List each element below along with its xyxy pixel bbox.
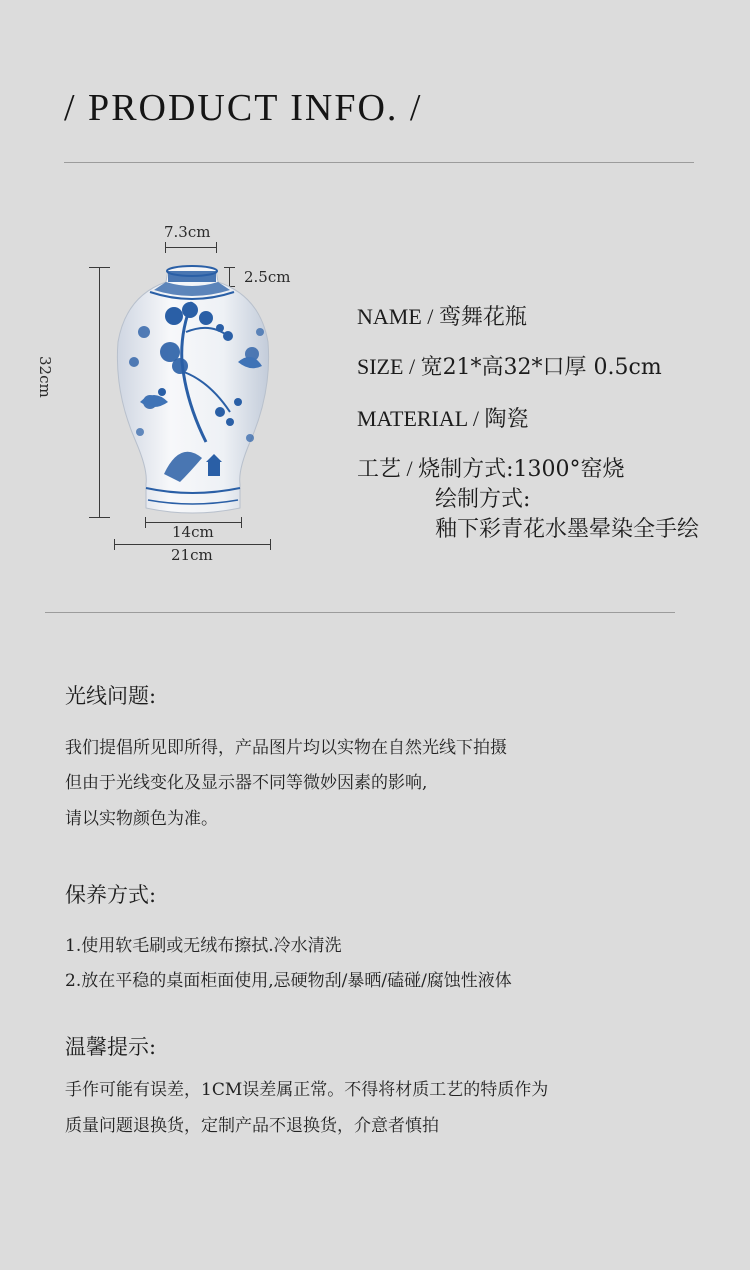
height-tick-top (89, 267, 110, 268)
height-tick-bottom (89, 517, 110, 518)
spec-material-label: MATERIAL / (357, 406, 485, 431)
spec-craft-label: 工艺 / (357, 456, 419, 481)
height-label: 32cm (36, 356, 54, 398)
spec-craft-line3: 釉下彩青花水墨晕染全手绘 (435, 517, 700, 542)
base-width-label: 14cm (172, 523, 214, 541)
notice-title: 温馨提示: (65, 1035, 157, 1059)
spec-material-value: 陶瓷 (484, 407, 529, 432)
mouth-height-label: 2.5cm (244, 268, 291, 286)
mouth-width-line (165, 247, 217, 248)
vase-image (110, 262, 274, 520)
divider-top (64, 162, 694, 163)
body-width-tick-right (270, 539, 271, 550)
body-width-line (114, 544, 271, 545)
mouth-width-tick-right (216, 242, 217, 253)
care-line-1: 1.使用软毛刷或无绒布擦拭.冷水清洗 (65, 936, 342, 956)
notice-line-2: 质量问题退换货，定制产品不退换货，介意者慎拍 (65, 1116, 439, 1136)
spec-name (357, 300, 527, 331)
lighting-line-2: 但由于光线变化及显示器不同等微妙因素的影响, (65, 773, 428, 793)
care-title: 保养方式: (65, 883, 157, 907)
spec-craft (357, 452, 625, 483)
spec-name-value: 鸾舞花瓶 (438, 305, 527, 330)
mouth-width-label: 7.3cm (164, 223, 211, 241)
spec-size-value: 宽21*高32*口厚 0.5cm (420, 355, 662, 380)
spec-craft-line1: 烧制方式:1300°窑烧 (418, 457, 625, 482)
notice-line-1: 手作可能有误差，1CM误差属正常。不得将材质工艺的特质作为 (65, 1080, 549, 1100)
lighting-line-3: 请以实物颜色为准。 (65, 809, 218, 829)
height-line (99, 268, 100, 518)
spec-size (357, 350, 662, 381)
page-title: / PRODUCT INFO. / (64, 87, 423, 129)
mouth-width-tick-left (165, 242, 166, 253)
divider-middle (45, 612, 675, 613)
body-width-tick-left (114, 539, 115, 550)
spec-craft-line2: 绘制方式: (435, 487, 531, 512)
body-width-label: 21cm (171, 546, 213, 564)
lighting-line-1: 我们提倡所见即所得，产品图片均以实物在自然光线下拍摄 (65, 738, 507, 758)
spec-material (357, 402, 529, 433)
spec-size-label: SIZE / (357, 354, 421, 379)
lighting-title: 光线问题: (65, 684, 157, 708)
spec-name-label: NAME / (357, 304, 439, 329)
care-line-2: 2.放在平稳的桌面柜面使用,忌硬物刮/暴晒/磕碰/腐蚀性液体 (65, 971, 512, 991)
